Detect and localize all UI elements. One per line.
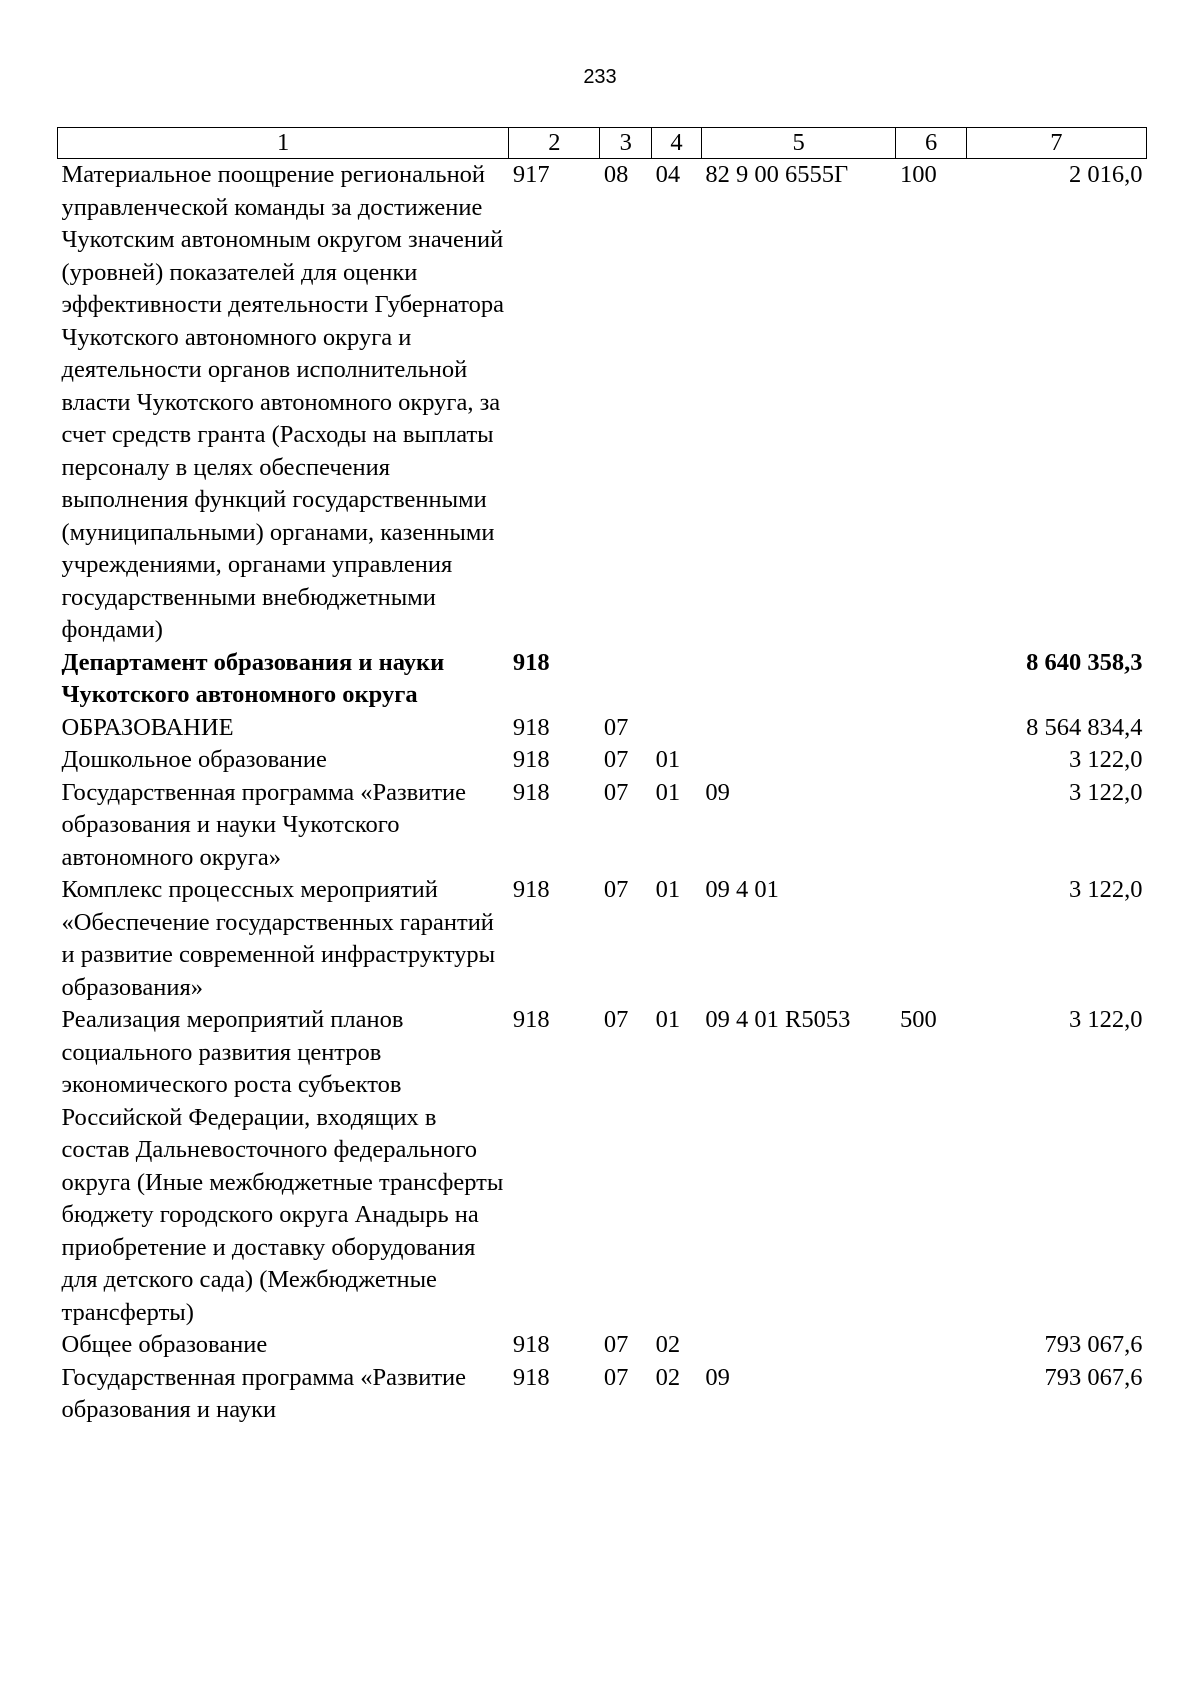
row-name-cell: Комплекс процессных мероприятий «Обеспечение государственных гарантий и развитие современной инфраструктуры образования» — [61, 876, 496, 1001]
budget-table — [57, 127, 1147, 1427]
row-grbs-cell: 918 — [512, 746, 550, 773]
row-target-article-cell: 82 9 00 6555Г — [705, 161, 849, 188]
row-subsection-cell: 01 — [655, 778, 681, 806]
row-expense-type-cell — [896, 1329, 966, 1362]
row-name-cell: ОБРАЗОВАНИЕ — [61, 713, 234, 741]
row-target-article-cell — [701, 647, 896, 712]
row-expense-type-cell — [896, 647, 966, 712]
column-header-2: 2 — [509, 128, 600, 159]
row-section-cell: 07 — [603, 713, 629, 741]
table-row — [58, 712, 1147, 745]
column-header-4: 4 — [652, 128, 702, 159]
row-name-cell: Государственная программа «Развитие образования и науки Чукотского автономного округа» — [61, 778, 467, 871]
row-amount-cell: 3 122,0 — [1069, 778, 1143, 806]
row-expense-type-cell — [896, 1362, 966, 1427]
row-name-cell: Департамент образования и науки Чукотского автономного округа — [61, 648, 445, 708]
row-section-cell: 07 — [603, 876, 629, 903]
row-section-cell: 07 — [603, 1006, 629, 1033]
row-expense-type-cell — [896, 874, 966, 1004]
table-row — [58, 1362, 1147, 1427]
row-section-cell — [600, 647, 652, 712]
table-row — [58, 1004, 1147, 1329]
row-grbs-cell: 918 — [512, 648, 550, 676]
row-subsection-cell — [652, 647, 702, 712]
row-amount-cell: 3 122,0 — [1069, 876, 1143, 903]
row-expense-type-cell: 100 — [899, 161, 937, 188]
column-header-6: 6 — [896, 128, 966, 159]
row-section-cell: 07 — [603, 1331, 629, 1358]
row-name-cell: Общее образование — [61, 1331, 268, 1358]
row-amount-cell: 2 016,0 — [1069, 161, 1143, 188]
row-subsection-cell: 01 — [655, 1006, 681, 1033]
row-grbs-cell: 918 — [512, 1363, 550, 1391]
row-grbs-cell: 918 — [512, 1006, 550, 1033]
table-row — [58, 647, 1147, 712]
row-subsection-cell: 04 — [655, 161, 681, 188]
table-header-row — [58, 128, 1147, 159]
row-target-article-cell — [701, 1329, 896, 1362]
table-row — [58, 874, 1147, 1004]
page-number: 233 — [583, 66, 617, 88]
row-name-cell: Материальное поощрение региональной управленческой команды за достижение Чукотским автономным округом значений (уровней) показателей для оценки эффективности деятельности Губернатора Чукотского автономного округа и деятельности органов исполнительной власти Чукотского автономного округа, за счет средств гранта (Расходы на выплаты персоналу в целях обеспечения выполнения функций государственными (муниципальными) органами, казенными учреждениями, органами управления государственными внебюджетными фондами) — [61, 161, 505, 643]
row-target-article-cell: 09 4 01 — [705, 876, 779, 903]
column-header-7: 7 — [966, 128, 1146, 159]
row-grbs-cell: 918 — [512, 1331, 550, 1358]
row-amount-cell: 793 067,6 — [1044, 1363, 1143, 1391]
row-target-article-cell: 09 4 01 R5053 — [705, 1006, 851, 1033]
row-name-cell: Реализация мероприятий планов социального развития центров экономического роста субъектов Российской Федерации, входящих в состав Дальневосточного федерального округа (Иные межбюджетные трансферты бюджету городского округа Анадырь на приобретение и доставку оборудования для детского сада) (Межбюджетные трансферты) — [61, 1006, 504, 1326]
row-expense-type-cell — [896, 777, 966, 875]
table-row — [58, 777, 1147, 875]
row-subsection-cell: 01 — [655, 746, 681, 773]
row-section-cell: 07 — [603, 778, 629, 806]
row-section-cell: 08 — [603, 161, 629, 188]
table-row — [58, 159, 1147, 647]
row-subsection-cell — [652, 712, 702, 745]
row-grbs-cell: 918 — [512, 713, 550, 741]
row-subsection-cell: 02 — [655, 1331, 681, 1358]
row-target-article-cell: 09 — [705, 1363, 730, 1391]
row-target-article-cell: 09 — [705, 778, 730, 806]
table-row — [58, 1329, 1147, 1362]
row-name-cell: Государственная программа «Развитие образования и науки — [61, 1363, 467, 1423]
row-amount-cell: 8 640 358,3 — [1026, 648, 1143, 676]
row-name-cell: Дошкольное образование — [61, 746, 327, 773]
row-section-cell: 07 — [603, 746, 629, 773]
row-amount-cell: 793 067,6 — [1044, 1331, 1143, 1358]
row-section-cell: 07 — [603, 1363, 629, 1391]
row-amount-cell: 8 564 834,4 — [1026, 713, 1143, 741]
row-target-article-cell — [701, 744, 896, 777]
row-expense-type-cell — [896, 744, 966, 777]
row-grbs-cell: 917 — [512, 161, 550, 188]
row-target-article-cell — [701, 712, 896, 745]
column-header-5: 5 — [701, 128, 896, 159]
row-grbs-cell: 918 — [512, 778, 550, 806]
table-row — [58, 744, 1147, 777]
row-amount-cell: 3 122,0 — [1069, 746, 1143, 773]
row-subsection-cell: 02 — [655, 1363, 681, 1391]
column-header-1: 1 — [58, 128, 509, 159]
row-expense-type-cell: 500 — [899, 1006, 937, 1033]
column-header-3: 3 — [600, 128, 652, 159]
row-grbs-cell: 918 — [512, 876, 550, 903]
row-subsection-cell: 01 — [655, 876, 681, 903]
row-expense-type-cell — [896, 712, 966, 745]
row-amount-cell: 3 122,0 — [1069, 1006, 1143, 1033]
